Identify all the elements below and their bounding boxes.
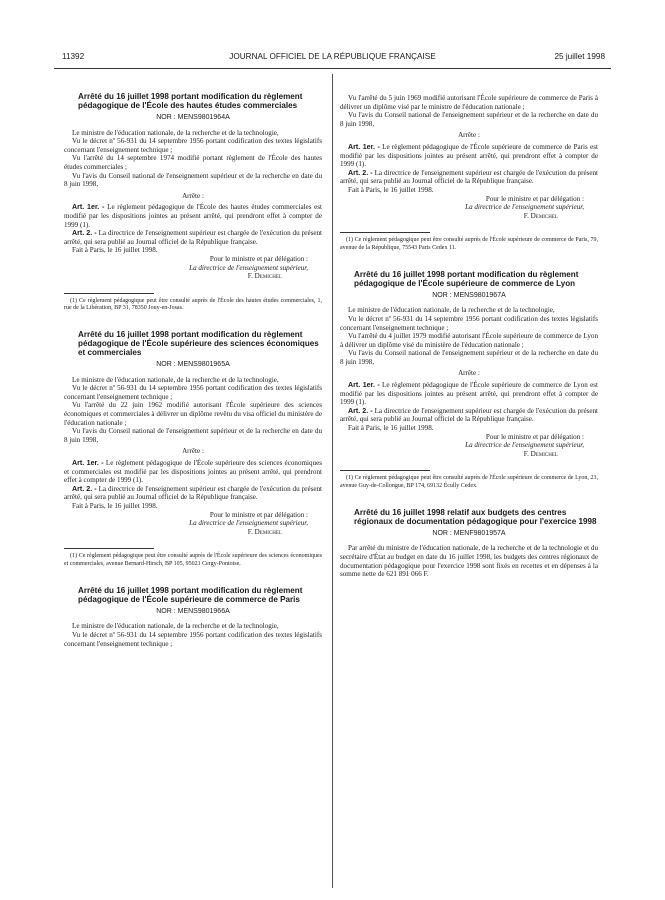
nor-reference: NOR : MENF9801957A: [432, 529, 506, 537]
footnote: (1) Ce règlement pédagogique peut être consulté auprès de l'École supérieure de commerce de Paris, 79, avenue de la République, 75543 Paris Cedex 11.: [340, 237, 598, 251]
signature-title: La directrice de l'enseignement supérieur,: [189, 263, 308, 272]
article-title: Arrêté du 16 juillet 1998 portant modification du règlement pédagogique de l'École supérieure de commerce de Lyon: [354, 269, 579, 288]
right-column: [340, 94, 598, 579]
paragraph: Vu l'avis du Conseil national de l'enseignement supérieur et de la recherche en date du 8 juin 1998,: [64, 171, 322, 189]
article-title: Arrêté du 16 juillet 1998 relatif aux budgets des centres régionaux de documentation pédagogique pour l'exercice 1998: [354, 507, 597, 526]
signature-delegation: Pour le ministre et par délégation :: [485, 194, 584, 203]
nor-reference: NOR : MENS9801965A: [156, 361, 230, 369]
fait-line: Fait à Paris, le 16 juillet 1998.: [72, 246, 158, 255]
footnote-rule: [64, 293, 154, 294]
signature-delegation: Pour le ministre et par délégation :: [209, 254, 308, 263]
paragraph: Vu l'avis du Conseil national de l'enseignement supérieur et de la recherche en date du 8 juin 1998,: [340, 111, 598, 128]
signature-title: La directrice de l'enseignement supérieur,: [465, 441, 584, 450]
article-text: Le règlement pédagogique de l'École supérieure de commerce de Paris est modifié par les dispositions jointes au présent arrêté, qui prendront effet à compter de 1999 (1).: [340, 142, 598, 169]
article-label: Art. 1er. -: [348, 381, 380, 390]
paragraph: Vu l'avis du Conseil national de l'enseignement supérieur et de la recherche en date du 8 juin 1998,: [64, 427, 322, 444]
publication-date: 25 juillet 1998: [554, 52, 605, 61]
paragraph: Le ministre de l'éducation nationale, de la recherche et de la technologie,: [72, 375, 279, 384]
footnote: (1) Ce règlement pédagogique peut être consulté auprès de l'École supérieure des sciences économiques et commerciales, avenue Bernard-Hirsch, BP 105, 95021 Cergy-Pontoise.: [64, 553, 322, 567]
article-text: Le règlement pédagogique de l'École supérieure des sciences économiques et commerciales est modifié par les dispositions jointes au présent arrêté, qui prendront effet à compter de 1999 (1).: [64, 459, 322, 485]
footnote: (1) Ce règlement pédagogique peut être consulté auprès de l'École supérieure de commerce de Lyon, 23, avenue Guy-de-Collongue, BP 174, 69132 Écully Cedex.: [340, 475, 598, 489]
article-escp-continued: [340, 94, 598, 252]
paragraph: Vu l'arrêté du 14 septembre 1974 modifié portant règlement de l'École des hautes études commerciales ;: [64, 154, 322, 171]
paragraph: Vu le décret nº 56-931 du 14 septembre 1956 portant codification des textes législatifs concernant l'enseignement technique ;: [64, 630, 322, 648]
footnote-rule: [64, 548, 154, 549]
paragraph: Vu le décret nº 56-931 du 14 septembre 1956 portant codification des textes législatifs concernant l'enseignement technique ;: [340, 314, 598, 332]
article-lyon: [340, 270, 598, 490]
article-text: Le règlement pédagogique de l'École supérieure de commerce de Lyon est modifié par les dispositions jointes au présent arrêté, qui prendront effet à compter de 1999 (1).: [340, 381, 598, 407]
arrete-heading: Arrête :: [182, 191, 204, 200]
article-hec: [64, 92, 322, 312]
article-title: Arrêté du 16 juillet 1998 portant modification du règlement pédagogique de l'École des hautes études commerciales: [78, 92, 303, 110]
article-text: La directrice de l'enseignement supérieur est chargée de l'exécution du présent arrêté, qui sera publié au Journal officiel de la République française.: [340, 168, 599, 186]
article-2: [64, 229, 322, 246]
signature-title: La directrice de l'enseignement supérieur,: [189, 519, 308, 528]
article-2: [64, 485, 322, 502]
nor-reference: NOR : MENS9801967A: [432, 291, 506, 299]
footnote-rule: [340, 470, 430, 471]
paragraph: Le ministre de l'éducation nationale, de la recherche et de la technologie,: [72, 622, 279, 631]
article-label: Art. 2. -: [72, 229, 97, 238]
article-1: [340, 143, 598, 169]
article-escp-start: [64, 586, 322, 648]
paragraph: Par arrêté du ministre de l'éducation nationale, de la recherche et de la technologie et du secrétaire d'État au budget en date du 16 juillet 1998, les budgets des centres régionaux de documentation pédagogique pour l'exercice 1998 sont fixés en recettes et en dépenses à la somme nette de 621 891 066 F.: [340, 544, 598, 579]
article-label: Art. 1er. -: [72, 203, 105, 212]
article-2: [340, 407, 598, 424]
signature-name: F. Demichel: [247, 527, 282, 536]
signature-title: La directrice de l'enseignement supérieur,: [465, 203, 584, 212]
signature-delegation: Pour le ministre et par délégation :: [209, 510, 308, 519]
signature-name: F. Demichel: [523, 449, 558, 458]
article-label: Art. 2. -: [348, 406, 373, 415]
signature-delegation: Pour le ministre et par délégation :: [485, 432, 584, 441]
article-label: Art. 1er. -: [72, 459, 104, 468]
arrete-heading: Arrête :: [182, 447, 204, 456]
article-1: [64, 459, 322, 485]
left-column: [64, 92, 322, 648]
arrete-heading: Arrête :: [458, 369, 480, 378]
footnote: (1) Ce règlement pédagogique peut être consulté auprès de l'École des hautes études commerciales, 1, rue de la Libération, BP 31, 78350 Jouy-en-Josas.: [64, 297, 322, 311]
article-title: Arrêté du 16 juillet 1998 portant modification du règlement pédagogique de l'École supérieure de commerce de Paris: [78, 585, 303, 604]
fait-line: Fait à Paris, le 16 juillet 1998.: [348, 185, 434, 194]
article-title: Arrêté du 16 juillet 1998 portant modification du règlement pédagogique de l'École supérieure des sciences économiques et commerciales: [78, 330, 319, 358]
paragraph: Vu le décret nº 56-931 du 14 septembre 1956 portant codification des textes législatifs concernant l'enseignement technique ;: [64, 137, 322, 154]
paragraph: Vu l'arrêté du 4 juillet 1979 modifié autorisant l'École supérieure de commerce de Lyon à délivrer un diplôme visé du ministère de l'éducation nationale ;: [340, 332, 598, 349]
journal-title: JOURNAL OFFICIEL DE LA RÉPUBLIQUE FRANÇAISE: [229, 52, 436, 61]
paragraph: Le ministre de l'éducation nationale, de la recherche et de la technologie,: [72, 128, 279, 137]
article-label: Art. 1er. -: [348, 142, 380, 151]
paragraph: Le ministre de l'éducation nationale, de la recherche et de la technologie,: [348, 306, 555, 315]
article-essec: [64, 330, 322, 568]
article-text: La directrice de l'enseignement supérieur est chargée de l'exécution du présent arrêté, qui sera publié au Journal officiel de la République française.: [64, 229, 323, 246]
article-1: [64, 203, 322, 229]
article-text: Le règlement pédagogique de l'École des hautes études commerciales est modifié par les dispositions jointes au présent arrêté, qui prendront effet à compter de 1999 (1).: [64, 203, 322, 229]
article-label: Art. 2. -: [72, 484, 97, 493]
footnote-rule: [340, 232, 430, 233]
fait-line: Fait à Paris, le 16 juillet 1998.: [72, 502, 158, 510]
article-1: [340, 381, 598, 407]
arrete-heading: Arrête :: [458, 131, 480, 140]
nor-reference: NOR : MENS9801964A: [156, 114, 230, 121]
article-2: [340, 169, 598, 186]
signature-name: F. Demichel: [523, 211, 558, 220]
article-crdp-budgets: [340, 508, 598, 579]
page-header: [54, 52, 611, 69]
nor-reference: NOR : MENS9801966A: [156, 607, 230, 615]
article-label: Art. 2. -: [348, 168, 373, 177]
column-divider: [332, 74, 333, 888]
fait-line: Fait à Paris, le 16 juillet 1998.: [348, 424, 434, 433]
article-text: La directrice de l'enseignement supérieur est chargée de l'exécution du présent arrêté, qui sera publié au Journal officiel de la République française.: [340, 406, 599, 424]
page-number: 11392: [62, 52, 85, 61]
paragraph: Vu l'arrêté du 22 juin 1962 modifié autorisant l'École supérieure des sciences économiques et commerciales à délivrer un diplôme revêtu du visa officiel du ministère de l'éducation nationale ;: [64, 401, 322, 427]
paragraph: Vu le décret nº 56-931 du 14 septembre 1956 portant codification des textes législatifs concernant l'enseignement technique ;: [64, 384, 322, 401]
signature-name: F. Demichel: [247, 272, 282, 281]
paragraph: Vu l'avis du Conseil national de l'enseignement supérieur et de la recherche en date du 8 juin 1998,: [340, 349, 598, 366]
article-text: La directrice de l'enseignement supérieur est chargée de l'exécution du présent arrêté, qui sera publié au Journal officiel de la République française.: [64, 484, 323, 502]
paragraph: Vu l'arrêté du 5 juin 1969 modifié autorisant l'École supérieure de commerce de Paris à délivrer un diplôme visé par le ministre de l'éducation nationale ;: [340, 94, 598, 111]
